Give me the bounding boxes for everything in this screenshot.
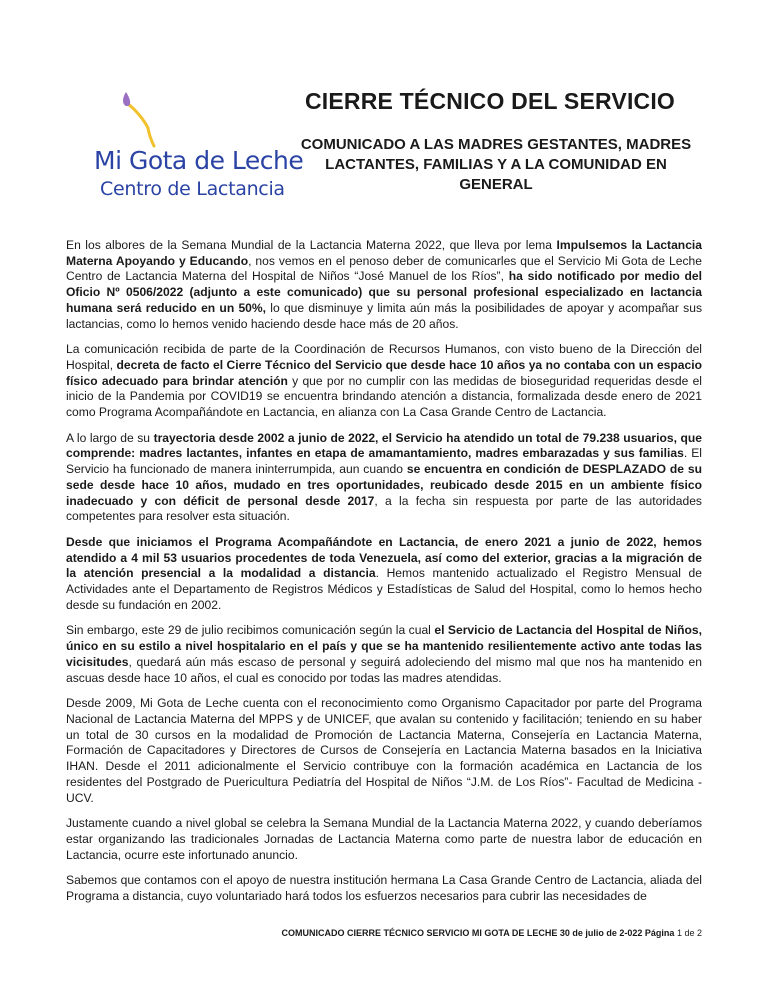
logo-title: Mi Gota de Leche	[94, 146, 304, 175]
text-segment: La comunicación recibida de parte de la Coordinación de Recursos Humanos, con visto bueno de la Dirección del Hospital,	[66, 342, 702, 372]
text-segment: Justamente cuando a nivel global se celebra la Semana Mundial de la Lactancia Materna 2022, y cuando deberíamos estar organizando las tradicionales Jornadas de Lactancia Materna como parte de nuestra labor de educación en Lactancia, ocurre este infortunado anuncio.	[66, 816, 702, 862]
bold-text: el Servicio de Lactancia del Hospital de Niños, único en su estilo a nivel hospitalario en el país y que se ha mantenido resilientemente activo ante todas las vicisitudes	[66, 623, 703, 669]
text-segment: . Hemos mantenido actualizado el Registro Mensual de Actividades ante el Departamento de Registros Médicos y Estadísticas de Salud del Hospital, como lo hemos hecho desde su fundación en 2002.	[66, 566, 702, 612]
paragraph	[66, 431, 702, 525]
text-segment: Desde 2009, Mi Gota de Leche cuenta con el reconocimiento como Organismo Capacitador por parte del Programa Nacional de Lactancia Materna del MPPS y de UNICEF, que avalan su contenido y facilitación; teniendo en su haber un total de 30 cursos en la modalidad de Promoción de Lactancia Materna, Consejería en Lactancia Materna, Formación de Capacitadores y Directores de Cursos de Consejería en Lactancia Materna basados en la Iniciativa IHAN. Desde el 2011 adicionalmente el Servicio contribuye con la formación académica en Lactancia de los residentes del Postgrado de Puericultura Pediatría del Hospital de Niños “J.M. de Los Ríos”- Facultad de Medicina - UCV.	[66, 696, 702, 805]
text-segment: y que por no cumplir con las medidas de bioseguridad requeridas desde el inicio de la Pandemia por COVID19 se encuentra brindando atención a distancia, formalizada desde enero de 2021 como Programa Acompañándote en Lactancia, en alianza con La Casa Grande Centro de Lactancia.	[66, 373, 702, 420]
text-segment: A lo largo de su	[66, 430, 154, 445]
footer-page-total: de 2	[684, 928, 702, 938]
text-segment: lo que disminuye y limita aún más la posibilidades de apoyar y acompañar sus lactancias, como lo hemos venido haciendo desde hace más de 20 años.	[66, 300, 702, 331]
bold-text: Desde que iniciamos el Programa Acompañándote en Lactancia, de enero 2021 a junio de 2022, hemos atendido a 4 mil 53 usuarios procedentes de toda Venezuela, así como del exterior, gracias a la migración de la atención presencial a la modalidad a distancia	[66, 534, 702, 581]
logo	[88, 90, 304, 210]
footer-title: COMUNICADO CIERRE TÉCNICO SERVICIO MI GOTA DE LECHE 30 de julio de 2-022 Página	[281, 928, 675, 938]
bold-text: se encuentra en condición de DESPLAZADO de su sede desde hace 10 años, mudado en tres oportunidades, reubicado desde 2015 en un ambiente físico inadecuado y con déficit de personal desde 2017	[66, 462, 703, 508]
bold-text: ha sido notificado por medio del Oficio Nº 0506/2022 (adjunto a este comunicado) que su personal profesional especializado en lactancia humana será reducido en un 50%,	[66, 269, 702, 315]
paragraph	[66, 696, 702, 806]
footer-page-number: 1	[676, 928, 682, 938]
page-footer	[200, 928, 702, 938]
text-segment: Sin embargo, este 29 de julio recibimos comunicación según la cual	[66, 623, 435, 638]
text-segment: , quedará aún más escaso de personal y seguirá adoleciendo del mismo mal que nos ha mantenido en ascuas desde hace 10 años, el cual es conocido por todas las madres atendidas.	[66, 654, 702, 685]
paragraph	[66, 816, 702, 863]
paragraph	[66, 238, 702, 332]
text-segment: Sabemos que contamos con el apoyo de nuestra institución hermana La Casa Grande Centro de Lactancia, aliada del Programa a distancia, cuyo voluntariado hará todos los esfuerzos necesarios para cubrir las necesidades de	[66, 873, 702, 904]
logo-subtitle: Centro de Lactancia	[100, 178, 285, 200]
page-subtitle: COMUNICADO A LAS MADRES GESTANTES, MADRES LACTANTES, FAMILIAS Y A LA COMUNIDAD EN GENERAL	[300, 136, 692, 193]
text-segment: , nos vemos en el penoso deber de comunicarles que el Servicio Mi Gota de Leche Centro de Lactancia Materna del Hospital de Niños “José Manuel de los Ríos”,	[66, 253, 702, 284]
text-segment: En los albores de la Semana Mundial de la Lactancia Materna 2022, que lleva por lema	[66, 238, 557, 252]
bold-text: trayectoria desde 2002 a junio de 2022, el Servicio ha atendido un total de 79.238 usuarios, que comprende: madres lactantes, infantes en etapa de amamantamiento, madres embarazadas y sus familias	[66, 430, 702, 461]
paragraph	[66, 873, 702, 904]
paragraph	[66, 623, 702, 686]
text-segment: . El Servicio ha funcionado de manera ininterrumpida, aun cuando	[66, 446, 702, 477]
bold-text: Impulsemos la Lactancia Materna Apoyando y Educando	[66, 238, 702, 268]
body-text	[66, 238, 702, 905]
milk-drop-icon	[118, 90, 178, 148]
paragraph	[66, 342, 702, 421]
page-title: CIERRE TÉCNICO DEL SERVICIO	[304, 88, 676, 114]
bold-text: decreta de facto el Cierre Técnico del Servicio que desde hace 10 años ya no contaba con un espacio físico adecuado para brindar atención	[66, 357, 702, 388]
paragraph	[66, 535, 702, 614]
text-segment: , a la fecha sin respuesta por parte de las autoridades competentes para resolver esta situación.	[66, 493, 702, 524]
